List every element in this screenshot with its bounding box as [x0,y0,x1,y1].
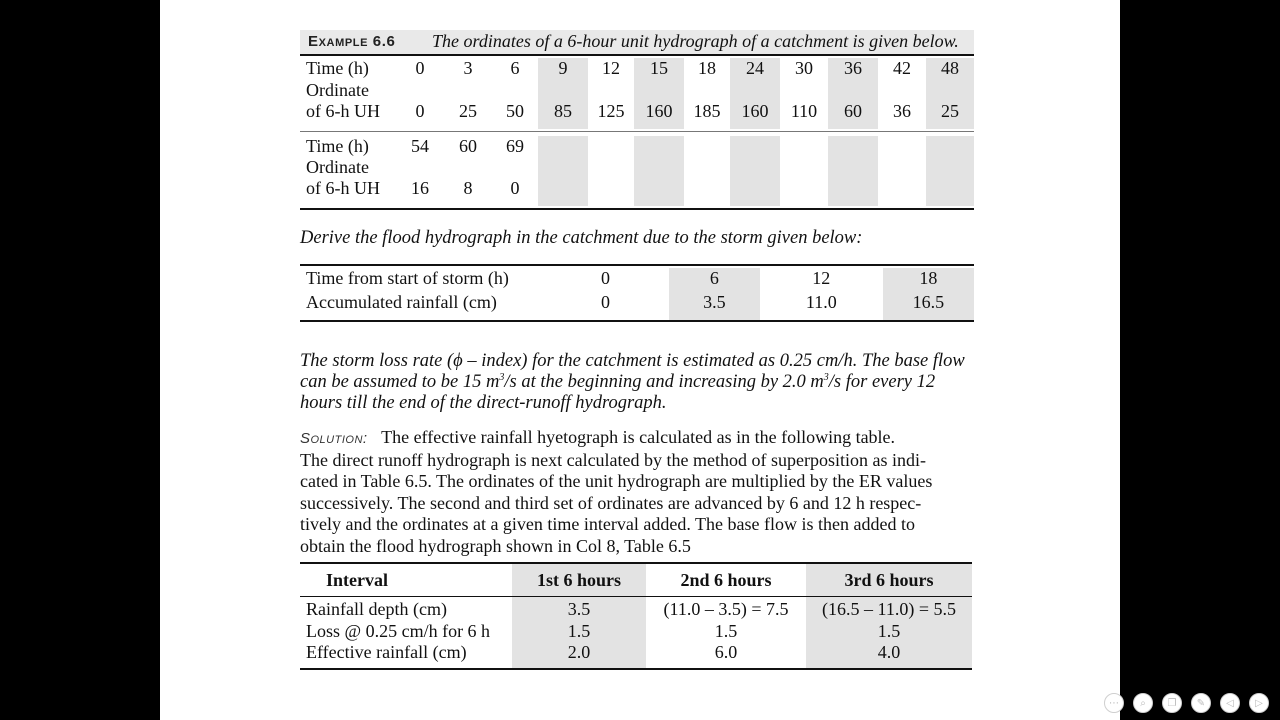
example-label: Example 6.6 [308,33,396,50]
loss-text-line3: hours till the end of the direct-runoff hydrograph. [300,393,667,413]
uh-time: 36 [828,58,878,80]
uh-ordinate: 160 [730,101,780,129]
storm-rain: 11.0 [805,292,837,312]
cell: (16.5 – 11.0) = 5.5 [806,597,972,621]
uh-ordinate: 60 [828,101,878,129]
example-heading [300,30,974,54]
uh-time: 18 [698,58,716,78]
uh-ordinate: 16 [411,178,429,198]
cell: 2.0 [512,642,646,668]
uh-time: 15 [634,58,684,80]
storm-time: 0 [600,268,610,288]
uh-time: 3 [463,58,473,78]
uh-time: 42 [893,58,911,78]
uh-ordinate: 125 [597,101,625,121]
uh-ordinate: 110 [790,101,818,121]
uh-ordinate: 0 [510,178,520,198]
cell: 6.0 [714,642,738,662]
header-3rd: 3rd 6 hours [806,564,972,596]
header-interval: Interval [326,569,388,590]
more-icon[interactable]: ⋯ [1104,693,1124,713]
cell: 4.0 [806,642,972,668]
time-label: Time (h) [306,136,369,156]
ordinate-label: Ordinate [306,80,369,100]
rule [300,264,974,266]
cell: 1.5 [512,621,646,642]
uh-ordinate: 36 [893,101,911,121]
uh-ordinate: 85 [538,101,588,129]
uh-time: 24 [730,58,780,80]
row-label: Rainfall depth (cm) [306,598,447,619]
example-statement: The ordinates of a 6-hour unit hydrograph of a catchment is given below. [432,31,959,51]
ordinate-label-2: of 6-h UH [306,101,380,121]
cell: (11.0 – 3.5) = 7.5 [663,598,789,619]
uh-time: 9 [538,58,588,80]
cell: 1.5 [714,621,738,641]
rule [300,131,974,132]
uh-time: 69 [506,136,524,156]
effective-rainfall-table [300,564,972,668]
uh-ordinate: 25 [459,101,477,121]
uh-time: 6 [510,58,520,78]
uh-time: 30 [795,58,813,78]
solution-label: Solution: [300,430,368,447]
uh-table-part2 [300,136,974,206]
storm-time-label: Time from start of storm (h) [306,268,509,288]
uh-time: 48 [926,58,974,80]
document-page [160,0,1263,720]
time-label: Time (h) [306,58,369,78]
viewer-controls [1104,693,1269,713]
storm-rain: 0 [600,292,610,312]
row-label: Effective rainfall (cm) [306,642,467,662]
derive-text: Derive the flood hydrograph in the catchment due to the storm given below: [300,228,863,248]
storm-rain: 3.5 [669,292,760,320]
storm-rain: 16.5 [883,292,974,320]
uh-time: 0 [415,58,425,78]
solution-paragraph: Solution: The effective rainfall hyetograph is calculated as in the following table. The direct runoff hydrograph is next calculated by the method of superposition as indi- cated in Table 6.5. The ordinates of the unit hydrograph are multiplied by the ER values successively. The second and third set of ordinates are advanced by 6 and 12 h respec- tively and the ordinates at a given time interval added. The base flow is then added to obtain the flood hydrograph shown in Col 8, Table 6.5 [300,427,933,556]
pages-icon[interactable]: ❐ [1162,693,1182,713]
uh-time: 54 [411,136,429,156]
storm-time: 18 [883,268,974,292]
loss-text-line1: The storm loss rate (ϕ – index) for the catchment is estimated as 0.25 cm/h. The base flow [300,351,965,371]
header-2nd: 2nd 6 hours [680,569,772,590]
rule [300,320,974,322]
zoom-icon[interactable]: ⌕ [1133,693,1153,713]
cell: 3.5 [512,597,646,621]
uh-ordinate: 25 [926,101,974,129]
storm-table [300,268,974,320]
uh-ordinate: 0 [415,101,425,121]
uh-ordinate: 160 [634,101,684,129]
storm-time: 6 [669,268,760,292]
prev-icon[interactable]: ◁ [1220,693,1240,713]
loss-text-line2: can be assumed to be 15 $m^3/s$ at the beginning and increasing by 2.0 $m^3/s$ for every 12 [300,372,936,393]
row-label: Loss @ 0.25 cm/h for 6 h [306,621,491,641]
next-icon[interactable]: ▷ [1249,693,1269,713]
uh-table-part1 [300,58,974,129]
pen-icon[interactable]: ✎ [1191,693,1211,713]
uh-ordinate: 50 [506,101,524,121]
storm-rain-label: Accumulated rainfall (cm) [306,292,497,312]
cell: 1.5 [806,621,972,642]
header-1st: 1st 6 hours [512,564,646,596]
uh-ordinate: 185 [693,101,721,121]
ordinate-label: Ordinate [306,157,369,177]
rule [300,208,974,210]
storm-time: 12 [812,268,831,288]
rule [300,54,974,56]
uh-time: 60 [459,136,477,156]
rule [300,668,972,670]
uh-time: 12 [602,58,620,78]
uh-ordinate: 8 [463,178,473,198]
ordinate-label-2: of 6-h UH [306,178,380,198]
